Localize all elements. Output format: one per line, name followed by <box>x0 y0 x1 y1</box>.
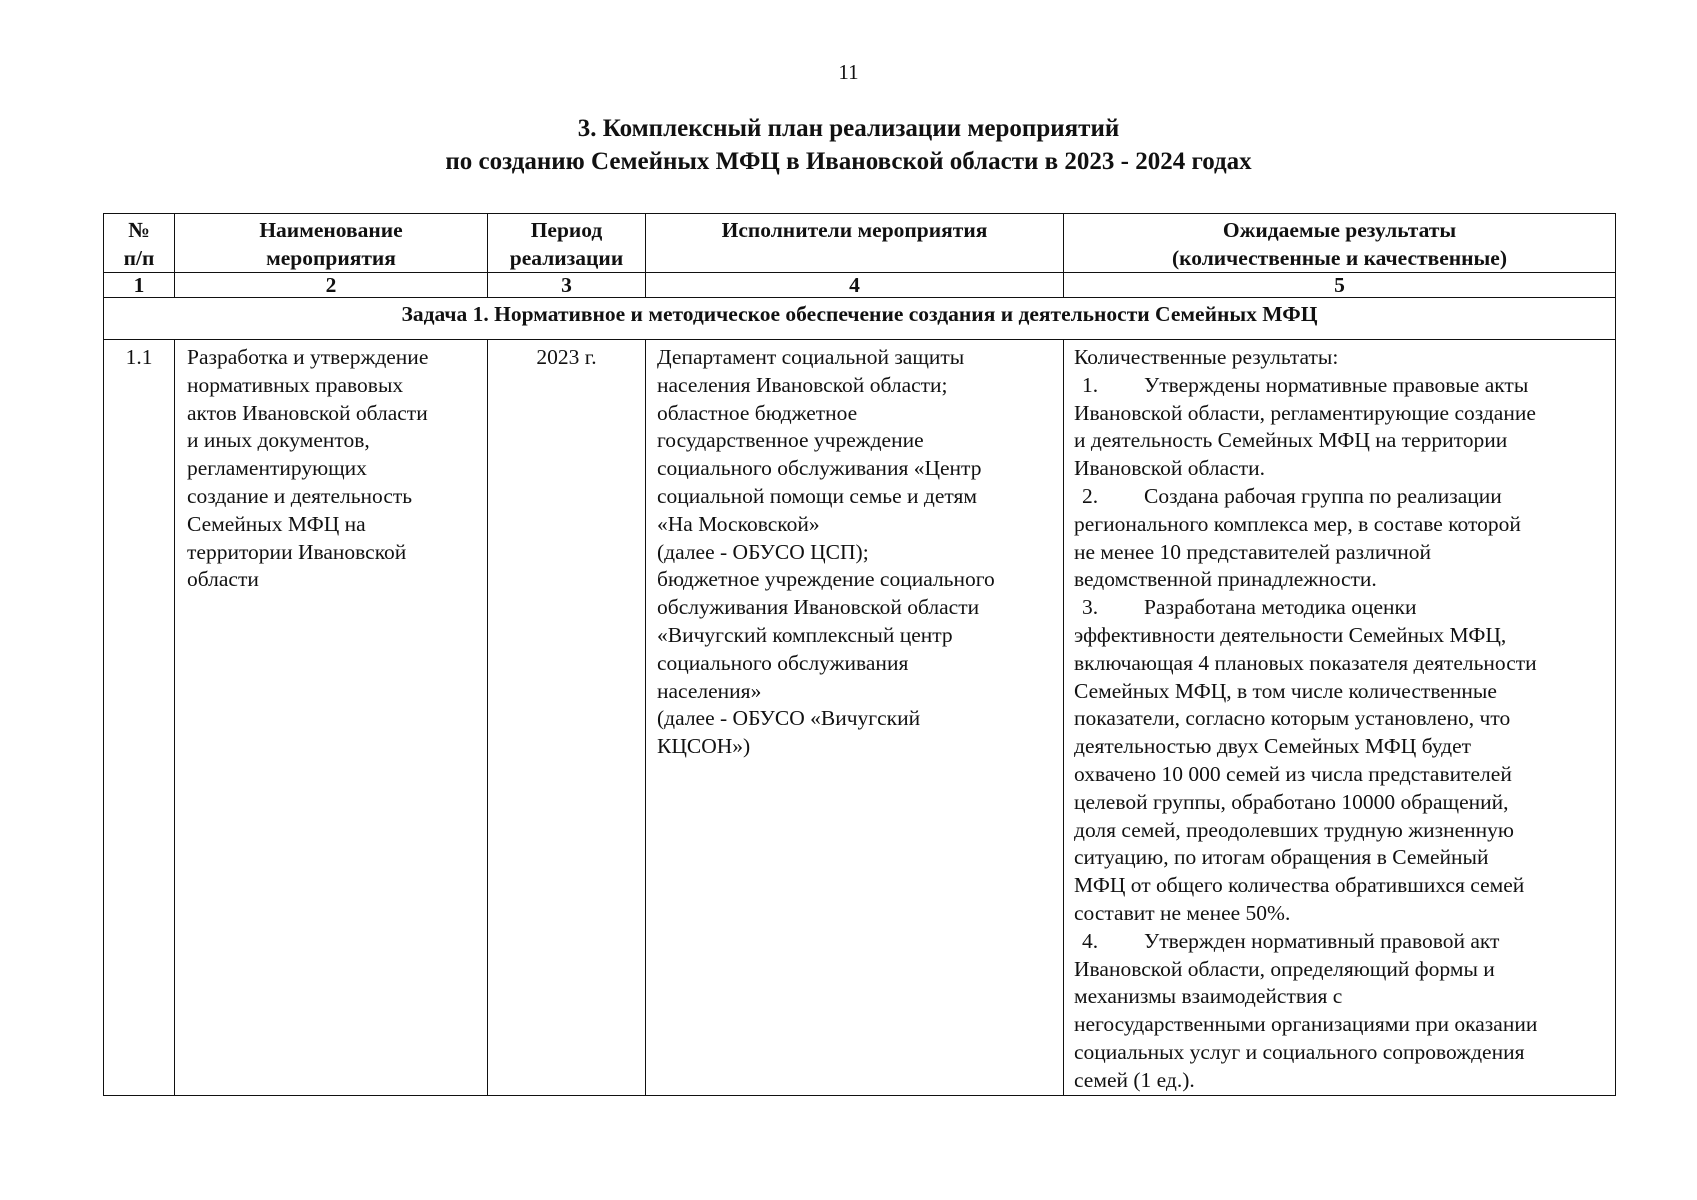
result-line <box>1074 372 1607 400</box>
measure-name-line: создание и деятельность <box>187 483 413 508</box>
result-line: показатели, согласно которым установлено, что <box>1074 706 1511 731</box>
column-number-4: 4 <box>646 273 1064 298</box>
result-line: ведомственной принадлежности. <box>1074 567 1377 592</box>
result-line: Ивановской области. <box>1074 456 1265 481</box>
result-line: Семейных МФЦ, в том числе количественные <box>1074 678 1497 703</box>
result-line: охвачено 10 000 семей из числа представителей <box>1074 761 1512 786</box>
result-line: Ивановской области, определяющий формы и <box>1074 956 1495 981</box>
measure-name-line: Разработка и утверждение <box>187 345 429 369</box>
column-number-2: 2 <box>175 273 488 298</box>
result-line: семей (1 ед.). <box>1074 1067 1195 1092</box>
result-line: деятельностью двух Семейных МФЦ будет <box>1074 734 1472 759</box>
result-number: 1. <box>1082 372 1099 397</box>
column-number-1: 1 <box>104 273 175 298</box>
result-line: и деятельность Семейных МФЦ на территории <box>1074 428 1508 453</box>
executors-line: государственное учреждение <box>657 428 924 453</box>
page-number: 11 <box>838 60 859 84</box>
result-number: 4. <box>1082 928 1099 953</box>
implementation-period: 2023 г. <box>488 340 646 1096</box>
header-period-line-1: Период <box>530 218 603 242</box>
result-line: включающая 4 плановых показателя деятельности <box>1074 650 1537 675</box>
section-title <box>0 112 1697 178</box>
executors-line: населения Ивановской области; <box>657 372 948 397</box>
section-title-line-1: 3. Комплексный план реализации мероприятий <box>577 115 1120 142</box>
header-results-line-2: (количественные и качественные) <box>1171 246 1507 270</box>
result-line: эффективности деятельности Семейных МФЦ, <box>1074 622 1507 647</box>
header-name-line-1: Наименование <box>259 218 403 242</box>
expected-results <box>1064 340 1616 1096</box>
result-item <box>1074 928 1607 1095</box>
result-line <box>1074 483 1607 511</box>
table-row <box>104 340 1616 1096</box>
result-number: 2. <box>1082 483 1099 508</box>
column-number-row <box>104 273 1616 298</box>
measure-name-line: территории Ивановской <box>187 539 407 564</box>
column-number-5: 5 <box>1064 273 1616 298</box>
result-line: составит не менее 50%. <box>1074 900 1291 925</box>
header-executors-line-1: Исполнители мероприятия <box>721 218 988 242</box>
task-title: Задача 1. Нормативное и методическое обеспечение создания и деятельности Семейных МФЦ <box>104 298 1616 340</box>
result-line: целевой группы, обработано 10000 обращений, <box>1074 789 1509 814</box>
result-line: МФЦ от общего количества обратившихся семей <box>1074 873 1525 898</box>
measure-name <box>175 340 488 1096</box>
header-results <box>1064 214 1616 273</box>
measure-name-line: Семейных МФЦ на <box>187 511 366 536</box>
executors-line: (далее - ОБУСО «Вичугский <box>657 706 921 731</box>
executors-line: бюджетное учреждение социального <box>657 567 995 592</box>
task-row <box>104 298 1616 340</box>
result-text: Утвержден нормативный правовой акт <box>1144 928 1500 953</box>
measure-name-line: нормативных правовых <box>187 372 404 397</box>
result-item <box>1074 372 1607 483</box>
result-line: доля семей, преодолевших трудную жизненную <box>1074 817 1514 842</box>
result-line: негосударственными организациями при оказании <box>1074 1012 1538 1037</box>
result-line <box>1074 928 1607 956</box>
measure-name-line: области <box>187 567 259 592</box>
executors-line: социального обслуживания «Центр <box>657 456 982 481</box>
result-text: Создана рабочая группа по реализации <box>1144 483 1502 508</box>
section-title-line-2: по созданию Семейных МФЦ в Ивановской области в 2023 - 2024 годах <box>445 148 1252 175</box>
result-text: Утверждены нормативные правовые акты <box>1144 372 1529 397</box>
header-name <box>175 214 488 273</box>
executors-line: (далее - ОБУСО ЦСП); <box>657 539 869 564</box>
result-line: ситуацию, по итогам обращения в Семейный <box>1074 845 1489 870</box>
header-period-line-2: реализации <box>509 246 624 270</box>
executors-line: Департамент социальной защиты <box>657 345 965 369</box>
executors-line: социального обслуживания <box>657 650 909 675</box>
header-period <box>488 214 646 273</box>
result-line: не менее 10 представителей различной <box>1074 539 1431 564</box>
result-item <box>1074 483 1607 594</box>
executors-line: социальной помощи семье и детям <box>657 483 977 508</box>
result-line <box>1074 594 1607 622</box>
action-plan-table <box>103 213 1616 1096</box>
executors-line: КЦСОН») <box>657 734 751 759</box>
header-number <box>104 214 175 273</box>
result-line: регионального комплекса мер, в составе которой <box>1074 511 1521 536</box>
header-name-line-2: мероприятия <box>266 246 396 270</box>
results-intro: Количественные результаты: <box>1074 345 1339 369</box>
measure-name-line: и иных документов, <box>187 428 370 453</box>
header-number-line-2: п/п <box>123 246 155 270</box>
row-number: 1.1 <box>104 340 175 1096</box>
measure-name-line: актов Ивановской области <box>187 400 428 425</box>
executors-line: «Вичугский комплексный центр <box>657 622 953 647</box>
executors <box>646 340 1064 1096</box>
result-line: механизмы взаимодействия с <box>1074 984 1343 1009</box>
header-executors <box>646 214 1064 273</box>
header-number-line-1: № <box>128 218 150 242</box>
executors-line: населения» <box>657 678 762 703</box>
measure-name-line: регламентирующих <box>187 456 367 481</box>
result-item <box>1074 594 1607 928</box>
executors-line: областное бюджетное <box>657 400 858 425</box>
column-number-3: 3 <box>488 273 646 298</box>
result-text: Разработана методика оценки <box>1144 595 1417 620</box>
result-line: Ивановской области, регламентирующие создание <box>1074 400 1536 425</box>
executors-line: обслуживания Ивановской области <box>657 595 980 620</box>
result-line: социальных услуг и социального сопровождения <box>1074 1039 1525 1064</box>
header-results-line-1: Ожидаемые результаты <box>1222 218 1457 242</box>
executors-line: «На Московской» <box>657 511 820 536</box>
table-header-row <box>104 214 1616 273</box>
result-number: 3. <box>1082 595 1099 620</box>
